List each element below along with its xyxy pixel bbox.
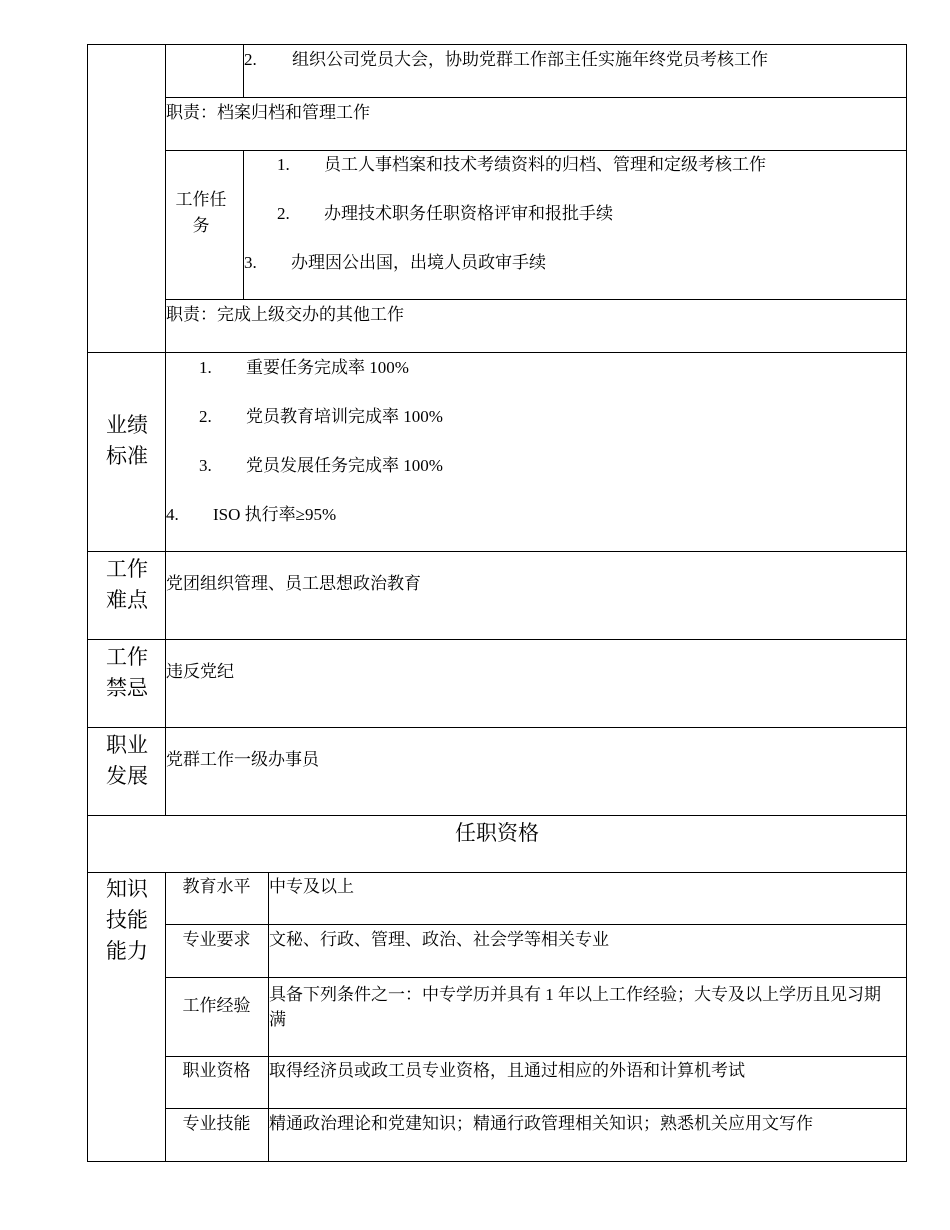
divider: [165, 924, 907, 925]
task-text: 办理因公出国，出境人员政审手续: [291, 253, 546, 272]
divider: [87, 872, 907, 873]
divider: [87, 815, 907, 816]
item-text: ISO 执行率≥95%: [213, 505, 337, 524]
task-item: [277, 154, 766, 176]
task-number: 2.: [244, 50, 257, 69]
performance-item: [199, 406, 443, 428]
task-text: 办理技术职务任职资格评审和报批手续: [324, 204, 613, 223]
item-number: 3.: [199, 456, 212, 475]
qualification-row-value: 具备下列条件之一：中专学历并具有 1 年以上工作经验；大专及以上学历且见习期满: [269, 985, 881, 1029]
qualification-row-value: 精通政治理论和党建知识；精通行政管理相关知识；熟悉机关应用文写作: [269, 1114, 813, 1133]
item-number: 2.: [199, 407, 212, 426]
qualification-row-value: 取得经济员或政工员专业资格，且通过相应的外语和计算机考试: [269, 1061, 745, 1080]
task-item: [244, 252, 546, 274]
career-value: 党群工作一级办事员: [166, 750, 319, 769]
archives-duty: 职责：档案归档和管理工作: [166, 103, 370, 122]
item-text: 重要任务完成率 100%: [246, 358, 409, 377]
task-number: 2.: [277, 204, 290, 223]
performance-item: [199, 455, 443, 477]
divider: [165, 299, 907, 300]
task-number: 3.: [244, 253, 257, 272]
divider: [87, 551, 907, 552]
task-number: 1.: [277, 155, 290, 174]
qualification-row-label: 专业要求: [182, 930, 251, 949]
qualification-row-label: 职业资格: [182, 1061, 251, 1080]
other-duty: 职责：完成上级交办的其他工作: [166, 305, 404, 324]
performance-label: 业绩标准: [106, 413, 148, 468]
qualification-row-value: 中专及以上: [269, 877, 354, 896]
qualification-group-label: 知识技能能力: [106, 877, 148, 963]
task-item: [277, 203, 613, 225]
divider: [165, 97, 907, 98]
performance-item: [199, 357, 409, 379]
item-text: 党员发展任务完成率 100%: [246, 456, 443, 475]
qualification-row-label: 专业技能: [182, 1114, 251, 1133]
divider: [87, 727, 907, 728]
taboo-value: 违反党纪: [166, 662, 234, 681]
qualification-row-label: 工作经验: [182, 996, 251, 1015]
task-text: 组织公司党员大会，协助党群工作部主任实施年终党员考核工作: [292, 50, 768, 69]
performance-item: [166, 504, 336, 526]
difficulty-value: 党团组织管理、员工思想政治教育: [166, 574, 421, 593]
difficulty-label: 工作难点: [106, 557, 148, 612]
task-text: 员工人事档案和技术考绩资料的归档、管理和定级考核工作: [324, 155, 766, 174]
divider: [165, 1056, 907, 1057]
item-number: 1.: [199, 358, 212, 377]
divider: [165, 1108, 907, 1109]
divider: [165, 977, 907, 978]
divider: [87, 639, 907, 640]
qualification-row-value: 文秘、行政、管理、政治、社会学等相关专业: [269, 930, 609, 949]
item-text: 党员教育培训完成率 100%: [246, 407, 443, 426]
career-label: 职业发展: [106, 733, 148, 788]
item-number: 4.: [166, 505, 179, 524]
divider: [165, 150, 907, 151]
taboo-label: 工作禁忌: [106, 645, 148, 700]
task-item: [244, 49, 768, 71]
qualification-row-label: 教育水平: [182, 877, 251, 896]
tasks-label: 工作任务: [175, 190, 227, 235]
qualification-title: 任职资格: [455, 821, 539, 845]
divider: [87, 352, 907, 353]
divider: [243, 150, 244, 299]
